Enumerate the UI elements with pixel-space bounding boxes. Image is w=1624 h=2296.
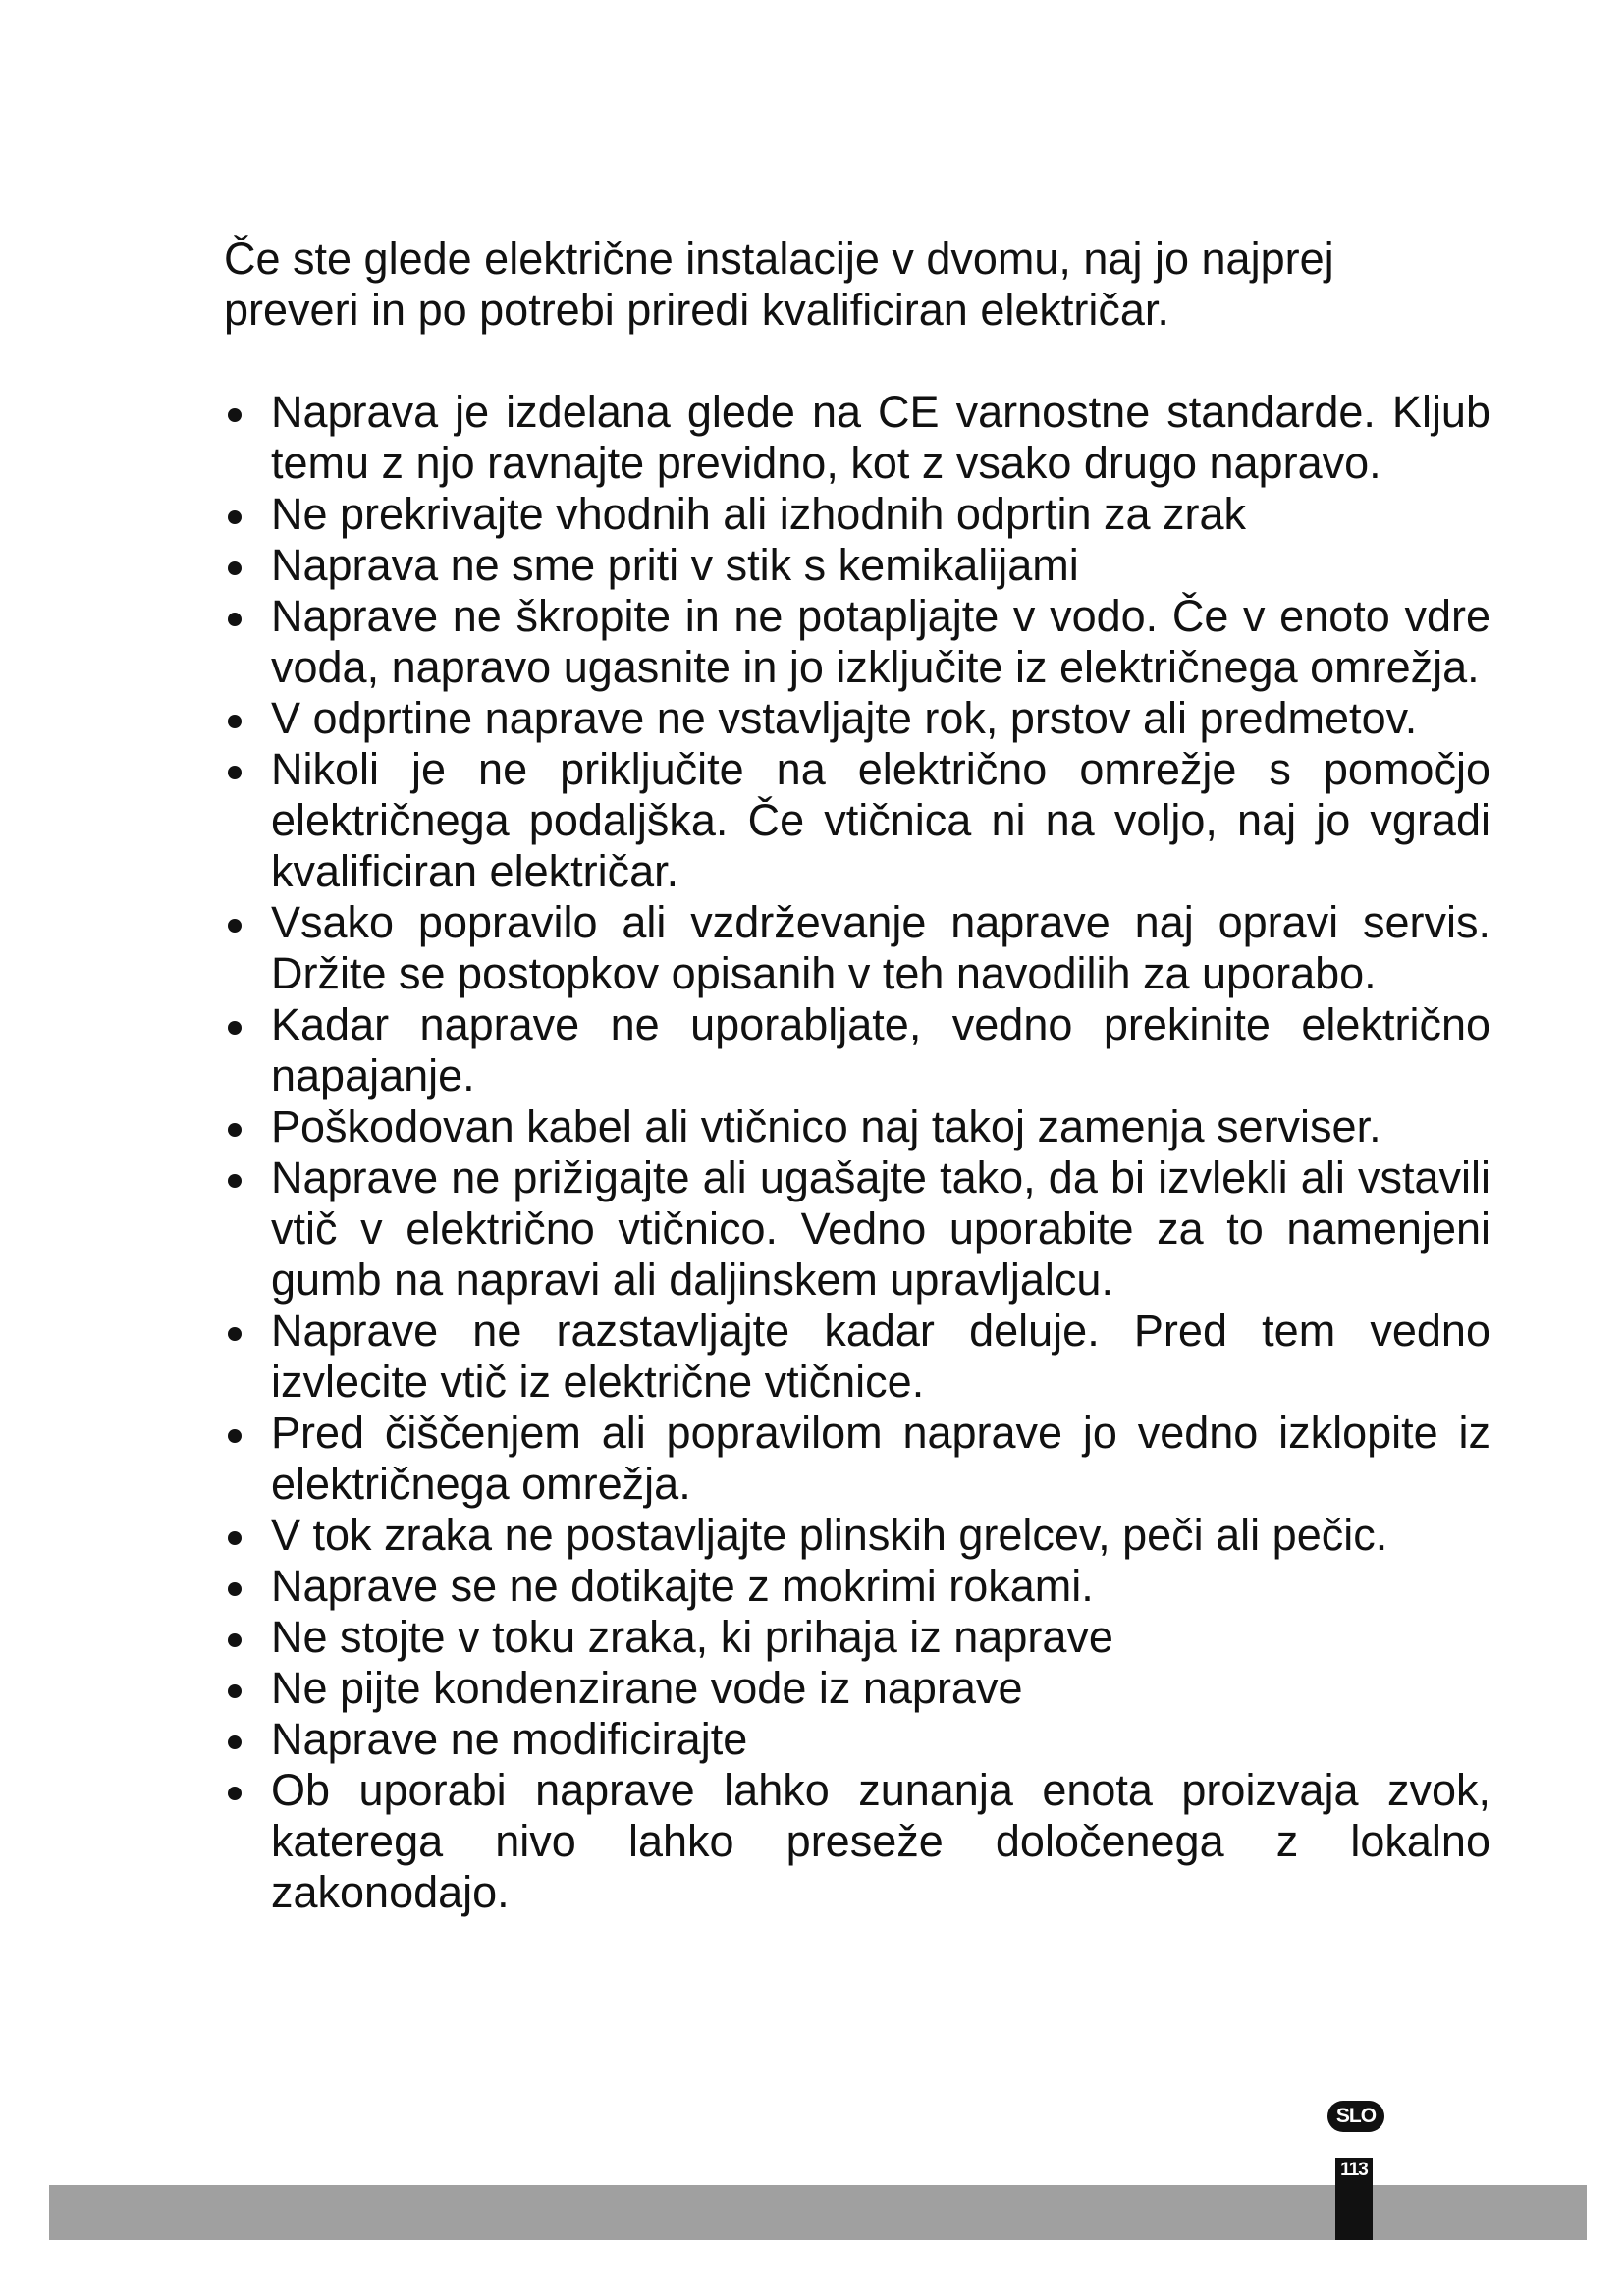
bullet-text: Naprave ne razstavljajte kadar deluje. Pred tem vedno izvlecite vtič iz električne vtičnice. (271, 1306, 1490, 1407)
bullet-text: V tok zraka ne postavljajte plinskih grelcev, peči ali pečic. (271, 1510, 1388, 1560)
bullet-item (224, 1561, 1490, 1612)
bullet-item (224, 1152, 1490, 1306)
bullet-item (224, 999, 1490, 1101)
bullet-text: Naprava je izdelana glede na CE varnostne standarde. Kljub temu z njo ravnajte previdno, kot z vsako drugo napravo. (271, 387, 1490, 488)
bullet-icon (228, 408, 242, 422)
bullet-icon (228, 1684, 242, 1698)
bullet-item (224, 387, 1490, 489)
bullet-item (224, 897, 1490, 999)
bullet-item (224, 693, 1490, 744)
bullet-icon (228, 510, 242, 524)
page-number: 113 (1340, 2160, 1368, 2180)
bullet-icon (228, 1429, 242, 1443)
bullet-item (224, 1612, 1490, 1663)
bullet-item (224, 1510, 1490, 1561)
bullet-icon (228, 1174, 242, 1188)
bullet-item (224, 540, 1490, 591)
bullet-item (224, 1306, 1490, 1408)
bullet-icon (228, 1582, 242, 1596)
bullet-icon (228, 919, 242, 933)
bullet-item (224, 489, 1490, 540)
document-body (224, 234, 1490, 1918)
bullet-text: Ne stojte v toku zraka, ki prihaja iz naprave (271, 1612, 1113, 1662)
bullet-icon (228, 766, 242, 779)
bullet-text: Naprava ne sme priti v stik s kemikalijami (271, 540, 1079, 590)
language-badge: SLO (1327, 2101, 1384, 2132)
bullet-text: Naprave se ne dotikajte z mokrimi rokami. (271, 1561, 1094, 1611)
bullet-icon (228, 561, 242, 575)
bullet-item (224, 1663, 1490, 1714)
bullet-item (224, 1101, 1490, 1152)
bullet-icon (228, 613, 242, 626)
bullet-icon (228, 715, 242, 728)
bullet-text: Nikoli je ne priključite na električno omrežje s pomočjo električnega podaljška. Če vtičnica ni na voljo, naj jo vgradi kvalificiran električar. (271, 744, 1490, 896)
page-number-tab (1335, 2158, 1373, 2240)
bullet-icon (228, 1633, 242, 1647)
bullet-icon (228, 1327, 242, 1341)
bullet-item (224, 591, 1490, 693)
bullet-item (224, 1714, 1490, 1765)
bullet-icon (228, 1735, 242, 1749)
bullet-item (224, 1408, 1490, 1510)
bullet-item (224, 744, 1490, 897)
intro-paragraph: Če ste glede električne instalacije v dvomu, naj jo najprej preveri in po potrebi priredi kvalificiran električar. (224, 234, 1334, 335)
bullet-text: Naprave ne škropite in ne potapljajte v vodo. Če v enoto vdre voda, napravo ugasnite in jo izključite iz električnega omrežja. (271, 591, 1490, 692)
safety-bullet-list (224, 387, 1490, 1918)
bullet-text: Poškodovan kabel ali vtičnico naj takoj zamenja serviser. (271, 1101, 1381, 1151)
bullet-text: Naprave ne modificirajte (271, 1714, 748, 1764)
bullet-text: Ob uporabi naprave lahko zunanja enota proizvaja zvok, katerega nivo lahko preseže določenega z lokalno zakonodajo. (271, 1765, 1490, 1917)
bullet-text: Kadar naprave ne uporabljate, vedno prekinite električno napajanje. (271, 999, 1490, 1100)
bullet-icon (228, 1123, 242, 1137)
bullet-text: Ne pijte kondenzirane vode iz naprave (271, 1663, 1023, 1713)
bullet-text: Vsako popravilo ali vzdrževanje naprave naj opravi servis. Držite se postopkov opisanih v teh navodilih za uporabo. (271, 897, 1490, 998)
bullet-icon (228, 1531, 242, 1545)
bullet-icon (228, 1021, 242, 1035)
bullet-text: V odprtine naprave ne vstavljajte rok, prstov ali predmetov. (271, 693, 1418, 743)
bullet-text: Naprave ne prižigajte ali ugašajte tako, da bi izvlekli ali vstavili vtič v električno vtičnico. Vedno uporabite za to namenjeni gumb na napravi ali daljinskem upravljalcu. (271, 1152, 1490, 1305)
bullet-text: Ne prekrivajte vhodnih ali izhodnih odprtin za zrak (271, 489, 1247, 539)
bullet-icon (228, 1787, 242, 1800)
bullet-item (224, 1765, 1490, 1918)
bullet-text: Pred čiščenjem ali popravilom naprave jo vedno izklopite iz električnega omrežja. (271, 1408, 1490, 1509)
